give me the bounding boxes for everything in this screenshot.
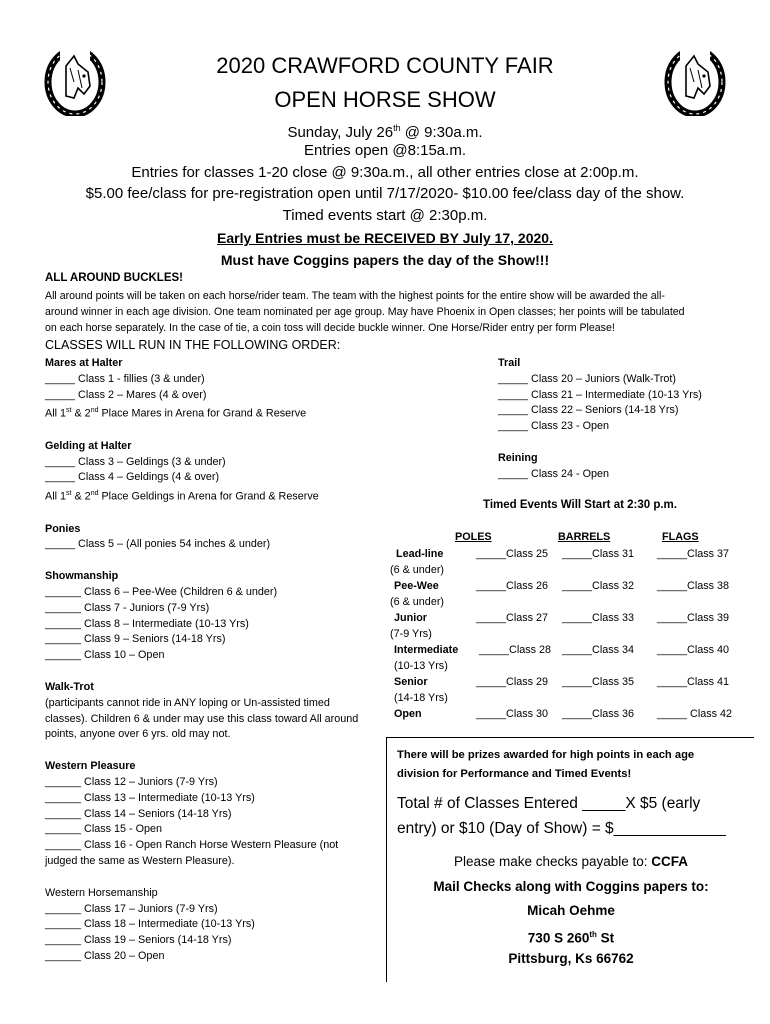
total-classes-line-1: Total # of Classes Entered _____X $5 (early <box>397 795 701 812</box>
mares-heading: Mares at Halter <box>45 357 123 369</box>
showmanship-heading: Showmanship <box>45 570 119 583</box>
class-line: _____ Class 2 – Mares (4 & over) <box>45 388 207 401</box>
col-poles: POLES <box>455 531 492 543</box>
all-around-heading: ALL AROUND BUCKLES! <box>45 272 183 284</box>
table-row: Junior (7-9 Yrs) _____Class 27 _____Class 33 _____Class 39 <box>390 612 730 640</box>
early-entries-notice: Early Entries must be RECEIVED BY July 17, 2020. <box>217 230 553 246</box>
mares-note: All 1st & 2nd Place Mares in Arena for Grand & Reserve <box>45 407 307 420</box>
checks-payable: Please make checks payable to: CCFA <box>453 854 689 869</box>
class-line: ______ Class 18 – Intermediate (10-13 Yrs) <box>45 918 255 931</box>
right-column <box>498 356 758 483</box>
timed-start: Timed events start @ 2:30p.m. <box>282 207 488 224</box>
class-line: _____ Class 24 - Open <box>498 467 610 480</box>
timed-events-heading: Timed Events Will Start at 2:30 p.m. <box>483 499 677 511</box>
class-line: _____ Class 22 – Seniors (14-18 Yrs) <box>498 404 679 417</box>
class-line: ______ Class 17 – Juniors (7-9 Yrs) <box>45 902 218 915</box>
fees-line: $5.00 fee/class for pre-registration open until 7/17/2020- $10.00 fee/class day of the show. <box>85 185 685 202</box>
walk-trot-heading: Walk-Trot <box>45 680 94 693</box>
class-line: ______ Class 12 – Juniors (7-9 Yrs) <box>45 775 218 788</box>
title-line-2: OPEN HORSE SHOW <box>274 87 496 112</box>
col-barrels: BARRELS <box>558 531 611 543</box>
western-pleasure-heading: Western Pleasure <box>45 760 136 773</box>
table-row: Pee-Wee (6 & under) _____Class 26 _____Class 32 _____Class 38 <box>390 580 730 608</box>
class-line: _____ Class 21 – Intermediate (10-13 Yrs) <box>498 388 702 401</box>
prizes-line-1: There will be prizes awarded for high points in each age <box>397 749 695 761</box>
all-around-text: All around points will be taken on each horse/rider team. The team with the highest points for the entire show will be awarded the all- around winner in each age division. One team nominated per age group. May have Phoenix in Open classes; her points will be tabulated on each horse separately. In the case of tie, a coin toss will decide buckle winner. One Horse/Rider entry per form Please! <box>45 290 685 334</box>
western-horsemanship-heading: Western Horsemanship <box>45 886 158 899</box>
class-line: ______ Class 10 – Open <box>45 649 165 662</box>
coggins-notice: Must have Coggins papers the day of the Show!!! <box>220 252 550 268</box>
reining-heading: Reining <box>498 451 538 464</box>
class-line: ______ Class 19 – Seniors (14-18 Yrs) <box>45 934 232 947</box>
class-line: _____ Class 3 – Geldings (3 & under) <box>45 455 226 468</box>
trail-heading: Trail <box>498 357 521 369</box>
class-line: _____ Class 20 – Juniors (Walk-Trot) <box>498 372 677 385</box>
mail-city: Pittsburg, Ks 66762 <box>508 951 634 966</box>
table-row: Intermediate (10-13 Yrs) _____Class 28 _____Class 34 _____Class 40 <box>394 644 730 672</box>
title-line-1: 2020 CRAWFORD COUNTY FAIR <box>216 53 554 78</box>
mail-street: 730 S 260th St <box>527 930 615 946</box>
class-line: _____ Class 1 - fillies (3 & under) <box>45 372 205 385</box>
table-row: Lead-line (6 & under) _____Class 25 _____Class 31 _____Class 37 <box>390 548 730 576</box>
geldings-heading: Gelding at Halter <box>45 439 132 452</box>
class-line: ______ Class 6 – Pee-Wee (Children 6 & under) <box>45 585 278 598</box>
class-line: ______ Class 15 - Open <box>45 823 163 836</box>
class-line: ______ Class 14 – Seniors (14-18 Yrs) <box>45 807 232 820</box>
mail-checks-line: Mail Checks along with Coggins papers to: <box>433 879 709 894</box>
col-flags: FLAGS <box>662 531 699 543</box>
classes-order-heading: CLASSES WILL RUN IN THE FOLLOWING ORDER: <box>45 338 341 352</box>
payment-info-box <box>386 737 754 982</box>
class-line: _____ Class 4 – Geldings (4 & over) <box>45 471 220 484</box>
mail-name: Micah Oehme <box>527 903 615 918</box>
geldings-note: All 1st & 2nd Place Geldings in Arena for Grand & Reserve <box>45 490 319 503</box>
entries-open: Entries open @8:15a.m. <box>304 142 466 159</box>
timed-events-table <box>390 547 760 727</box>
total-classes-line-2: entry) or $10 (Day of Show) = $_____________ <box>397 820 726 837</box>
table-row: Open _____Class 30 _____Class 36 _____ Class 42 <box>394 708 733 720</box>
class-line: ______ Class 7 - Juniors (7-9 Yrs) <box>45 601 210 614</box>
left-column: Mares at Halter _____ Class 1 - fillies (3 & under) _____ Class 2 – Mares (4 & over) All 1st & 2nd Place Mares in Arena for Grand & Reserve Gelding at Halter _____ Class 3 – Geldings (3 & under) _____ Class 4 – Geldings (4 & over) All 1st & 2nd Place Geldings in Arena for Grand & Reserve Ponies _____ Class 5 – (All ponies 54 inches & under) Showmanship ______ Class 6 – Pee-Wee (Children 6 & under) ______ Class 7 - Juniors (7-9 Yrs) ______ Class 8 – Intermediate (10-13 Yrs) ______ Class 9 – Seniors (14-18 Yrs) ______ Class 10 – Open Walk-Trot (participants cannot ride in ANY loping or Un-assisted timed classes). Children 6 & under may use this class toward All around points, anyone over 6 yrs. old may not. Western Pleasure ______ Class 12 – Juniors (7-9 Yrs) ______ Class 13 – Intermediate (10-13 Yrs) ______ Class 14 – Seniors (14-18 Yrs) ______ Class 15 - Open ______ Class 16 - Open Ranch Horse Western Pleasure (not judged the same as Western Pleasure). Western Horsemanship ______ Class 17 – Juniors (7-9 Yrs) ______ Class 18 – Intermediate (10-13 Yrs) ______ Class 19 – Seniors (14-18 Yrs) ______ Class 20 – Open <box>45 356 385 965</box>
class-line: ______ Class 8 – Intermediate (10-13 Yrs) <box>45 617 249 630</box>
table-row: Senior (14-18 Yrs) _____Class 29 _____Class 35 _____Class 41 <box>394 676 730 704</box>
class-line: _____ Class 5 – (All ponies 54 inches & under) <box>45 538 271 551</box>
date-line: Sunday, July 26th @ 9:30a.m. <box>287 123 483 141</box>
class-line: _____ Class 23 - Open <box>498 420 610 433</box>
class-line: ______ Class 13 – Intermediate (10-13 Yrs) <box>45 791 255 804</box>
ponies-heading: Ponies <box>45 522 81 535</box>
class-line: ______ Class 16 - Open Ranch Horse Western Pleasure (not <box>45 839 339 852</box>
class-line: ______ Class 9 – Seniors (14-18 Yrs) <box>45 633 226 646</box>
class-line: ______ Class 20 – Open <box>45 949 165 962</box>
prizes-line-2: division for Performance and Timed Events! <box>397 768 632 780</box>
entries-close: Entries for classes 1-20 close @ 9:30a.m., all other entries close at 2:00p.m. <box>131 164 639 181</box>
